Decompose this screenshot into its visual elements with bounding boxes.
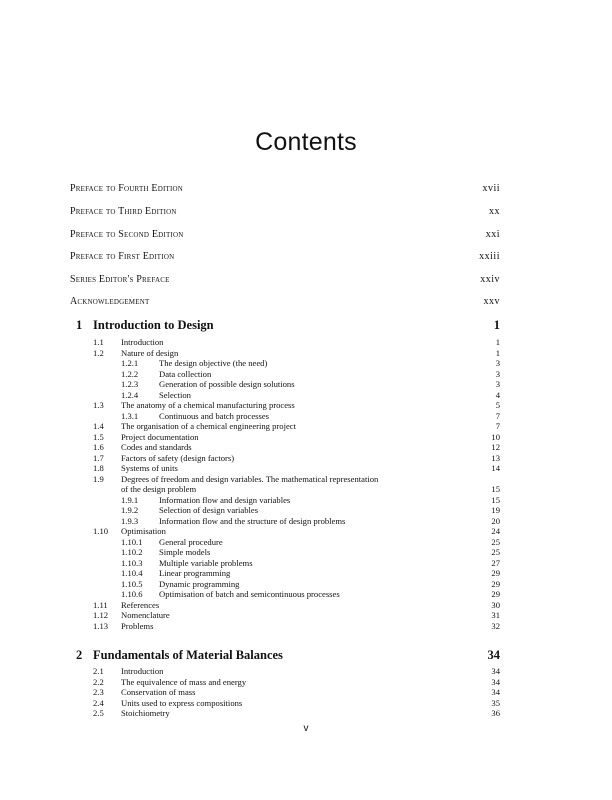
section-number: 1.6 (93, 442, 104, 452)
section-page: 10 (491, 431, 500, 442)
section-number: 1.10.3 (121, 557, 143, 568)
section-page: 34 (491, 676, 500, 687)
section-title: Units used to express compositions (121, 697, 243, 708)
section-page: 36 (491, 708, 500, 718)
section-title: Selection (159, 389, 191, 400)
section-title: Generation of possible design solutions (159, 379, 295, 389)
toc-front-matter-item[interactable] (70, 274, 500, 288)
toc-section[interactable] (70, 421, 500, 432)
section-number: 1.9.3 (121, 515, 139, 526)
section-title: Introduction (121, 337, 164, 347)
toc-front-matter-item[interactable] (70, 229, 500, 243)
section-title: The anatomy of a chemical manufacturing process (121, 400, 295, 410)
toc-entry-title: Series Editor's Preface (70, 274, 170, 285)
section-title: Selection of design variables (159, 505, 259, 515)
section-number: 1.2.1 (121, 358, 139, 368)
toc-section[interactable] (70, 432, 500, 443)
section-number: 1.10 (93, 526, 109, 536)
section-title: The organisation of a chemical engineering project (121, 421, 296, 431)
toc-section[interactable] (70, 610, 500, 621)
toc-section[interactable] (70, 621, 500, 632)
section-number: 1.3.1 (121, 410, 139, 421)
toc-front-matter-item[interactable] (70, 296, 500, 310)
toc-subsection[interactable] (70, 358, 500, 369)
section-page: 13 (491, 452, 500, 463)
toc-entry-page: xxiii (479, 251, 500, 262)
page-title: Contents (255, 128, 357, 156)
section-page: 1 (495, 347, 500, 358)
section-page: 32 (491, 620, 500, 631)
toc-section[interactable] (70, 453, 500, 464)
section-number: 1.2.3 (121, 379, 139, 389)
toc-front-matter-item[interactable] (70, 206, 500, 220)
toc-entry-title: Preface to Second Edition (70, 229, 184, 240)
toc-section[interactable] (70, 348, 500, 359)
section-page: 29 (491, 568, 500, 578)
toc-subsection[interactable] (70, 558, 500, 569)
toc-section[interactable] (70, 687, 500, 698)
chapter-title: Fundamentals of Material Balances (93, 648, 283, 662)
toc-chapter-heading[interactable] (70, 318, 500, 334)
toc-entry-page: xvii (482, 183, 500, 194)
toc-subsection[interactable] (70, 390, 500, 401)
section-number: 1.8 (93, 463, 104, 473)
section-number: 1.3 (93, 400, 104, 410)
section-number: 1.13 (93, 620, 109, 631)
toc-subsection[interactable] (70, 537, 500, 548)
toc-section[interactable] (70, 400, 500, 411)
section-title: Factors of safety (design factors) (121, 452, 235, 463)
toc-subsection[interactable] (70, 411, 500, 422)
section-title: Information flow and the structure of design problems (159, 515, 346, 526)
section-number: 1.10.1 (121, 536, 143, 547)
section-title: Continuous and batch processes (159, 410, 270, 421)
toc-section[interactable] (70, 677, 500, 688)
toc-entry-page: xx (489, 206, 500, 217)
toc-front-matter-item[interactable] (70, 183, 500, 197)
section-page: 31 (491, 610, 500, 620)
section-page: 3 (495, 358, 500, 368)
section-number: 2.4 (93, 697, 104, 708)
section-page: 27 (491, 557, 500, 568)
section-title: Multiple variable problems (159, 557, 253, 568)
section-number: 1.2.4 (121, 389, 139, 400)
toc-entry-title: Preface to Third Edition (70, 206, 177, 217)
section-page: 3 (495, 379, 500, 389)
section-title: Introduction (121, 666, 164, 676)
chapter-page: 34 (487, 648, 500, 662)
section-title: of the design problem (121, 484, 197, 494)
toc-subsection[interactable] (70, 369, 500, 380)
toc-section[interactable] (70, 666, 500, 677)
section-number: 2.3 (93, 687, 104, 697)
section-page: 25 (491, 547, 500, 557)
page-number: v (303, 723, 309, 734)
section-title: Problems (121, 620, 154, 631)
toc-section[interactable] (70, 442, 500, 453)
section-number: 1.10.6 (121, 589, 143, 599)
section-title: Optimisation (121, 526, 166, 536)
toc-section[interactable] (70, 463, 500, 474)
chapter-number: 2 (76, 648, 83, 662)
section-title: The equivalence of mass and energy (121, 676, 247, 687)
toc-subsection[interactable] (70, 379, 500, 390)
section-title: Stoichiometry (121, 708, 170, 718)
section-page: 4 (495, 389, 500, 400)
section-number: 2.1 (93, 666, 104, 676)
section-page: 19 (491, 505, 500, 515)
toc-subsection[interactable] (70, 495, 500, 506)
toc-section[interactable] (70, 337, 500, 348)
toc-entry-page: xxiv (480, 274, 500, 285)
section-page: 24 (491, 526, 500, 536)
section-page: 25 (491, 536, 500, 547)
section-number: 1.12 (93, 610, 109, 620)
toc-entry-title: Acknowledgement (70, 296, 150, 307)
section-page: 15 (491, 494, 500, 505)
section-number: 1.9.1 (121, 494, 139, 505)
section-title: Degrees of freedom and design variables. The mathematical representation (121, 473, 379, 484)
section-number: 2.5 (93, 708, 104, 718)
section-title: Systems of units (121, 463, 178, 473)
section-title: Conservation of mass (121, 687, 196, 697)
toc-subsection[interactable] (70, 568, 500, 579)
section-number: 2.2 (93, 676, 104, 687)
toc-section-continuation[interactable] (70, 484, 500, 495)
section-number: 1.9 (93, 473, 104, 484)
toc-entry-title: Preface to Fourth Edition (70, 183, 184, 194)
section-title: Information flow and design variables (159, 494, 291, 505)
section-page: 34 (491, 666, 500, 676)
toc-entry-title: Preface to First Edition (70, 251, 175, 262)
chapter-page: 1 (493, 318, 500, 332)
section-title: Nomenclature (121, 610, 170, 620)
toc-section[interactable] (70, 474, 500, 485)
section-page: 5 (495, 400, 500, 410)
section-page: 12 (491, 442, 500, 452)
section-number: 1.7 (93, 452, 104, 463)
chapter-number: 1 (76, 318, 83, 332)
section-title: Optimisation of batch and semicontinuous processes (159, 589, 340, 599)
toc-section[interactable] (70, 708, 500, 719)
section-title: Project documentation (121, 431, 199, 442)
toc-entry-page: xxi (485, 229, 500, 240)
toc-entry-page: xxv (483, 296, 500, 307)
section-page: 1 (495, 337, 500, 347)
section-number: 1.9.2 (121, 505, 139, 515)
toc-subsection[interactable] (70, 579, 500, 590)
toc-subsection[interactable] (70, 505, 500, 516)
toc-subsection[interactable] (70, 547, 500, 558)
section-page: 30 (491, 599, 500, 610)
section-page: 20 (491, 515, 500, 526)
section-title: The design objective (the need) (159, 358, 268, 368)
section-number: 1.2 (93, 347, 104, 358)
toc-section[interactable] (70, 526, 500, 537)
section-number: 1.10.4 (121, 568, 143, 578)
section-page: 3 (495, 368, 500, 379)
section-page: 15 (491, 484, 500, 494)
section-page: 29 (491, 589, 500, 599)
toc-subsection[interactable] (70, 589, 500, 600)
section-page: 7 (495, 421, 500, 431)
section-page: 35 (491, 697, 500, 708)
section-number: 1.2.2 (121, 368, 139, 379)
section-number: 1.11 (93, 599, 108, 610)
toc-front-matter-item[interactable] (70, 251, 500, 265)
section-title: Linear programming (159, 568, 231, 578)
section-title: Nature of design (121, 347, 179, 358)
section-number: 1.4 (93, 421, 104, 431)
section-page: 34 (491, 687, 500, 697)
section-title: References (121, 599, 160, 610)
toc-subsection[interactable] (70, 516, 500, 527)
section-title: Data collection (159, 368, 212, 379)
section-number: 1.10.5 (121, 578, 143, 589)
section-number: 1.5 (93, 431, 104, 442)
section-number: 1.10.2 (121, 547, 143, 557)
toc-chapter-heading[interactable] (70, 648, 500, 664)
section-page: 7 (495, 410, 500, 421)
section-title: Codes and standards (121, 442, 192, 452)
section-page: 29 (491, 578, 500, 589)
toc-section[interactable] (70, 600, 500, 611)
section-page: 14 (491, 463, 500, 473)
section-number: 1.1 (93, 337, 104, 347)
chapter-title: Introduction to Design (93, 318, 214, 332)
section-title: General procedure (159, 536, 223, 547)
toc-section[interactable] (70, 698, 500, 709)
section-title: Dynamic programming (159, 578, 240, 589)
section-title: Simple models (159, 547, 211, 557)
